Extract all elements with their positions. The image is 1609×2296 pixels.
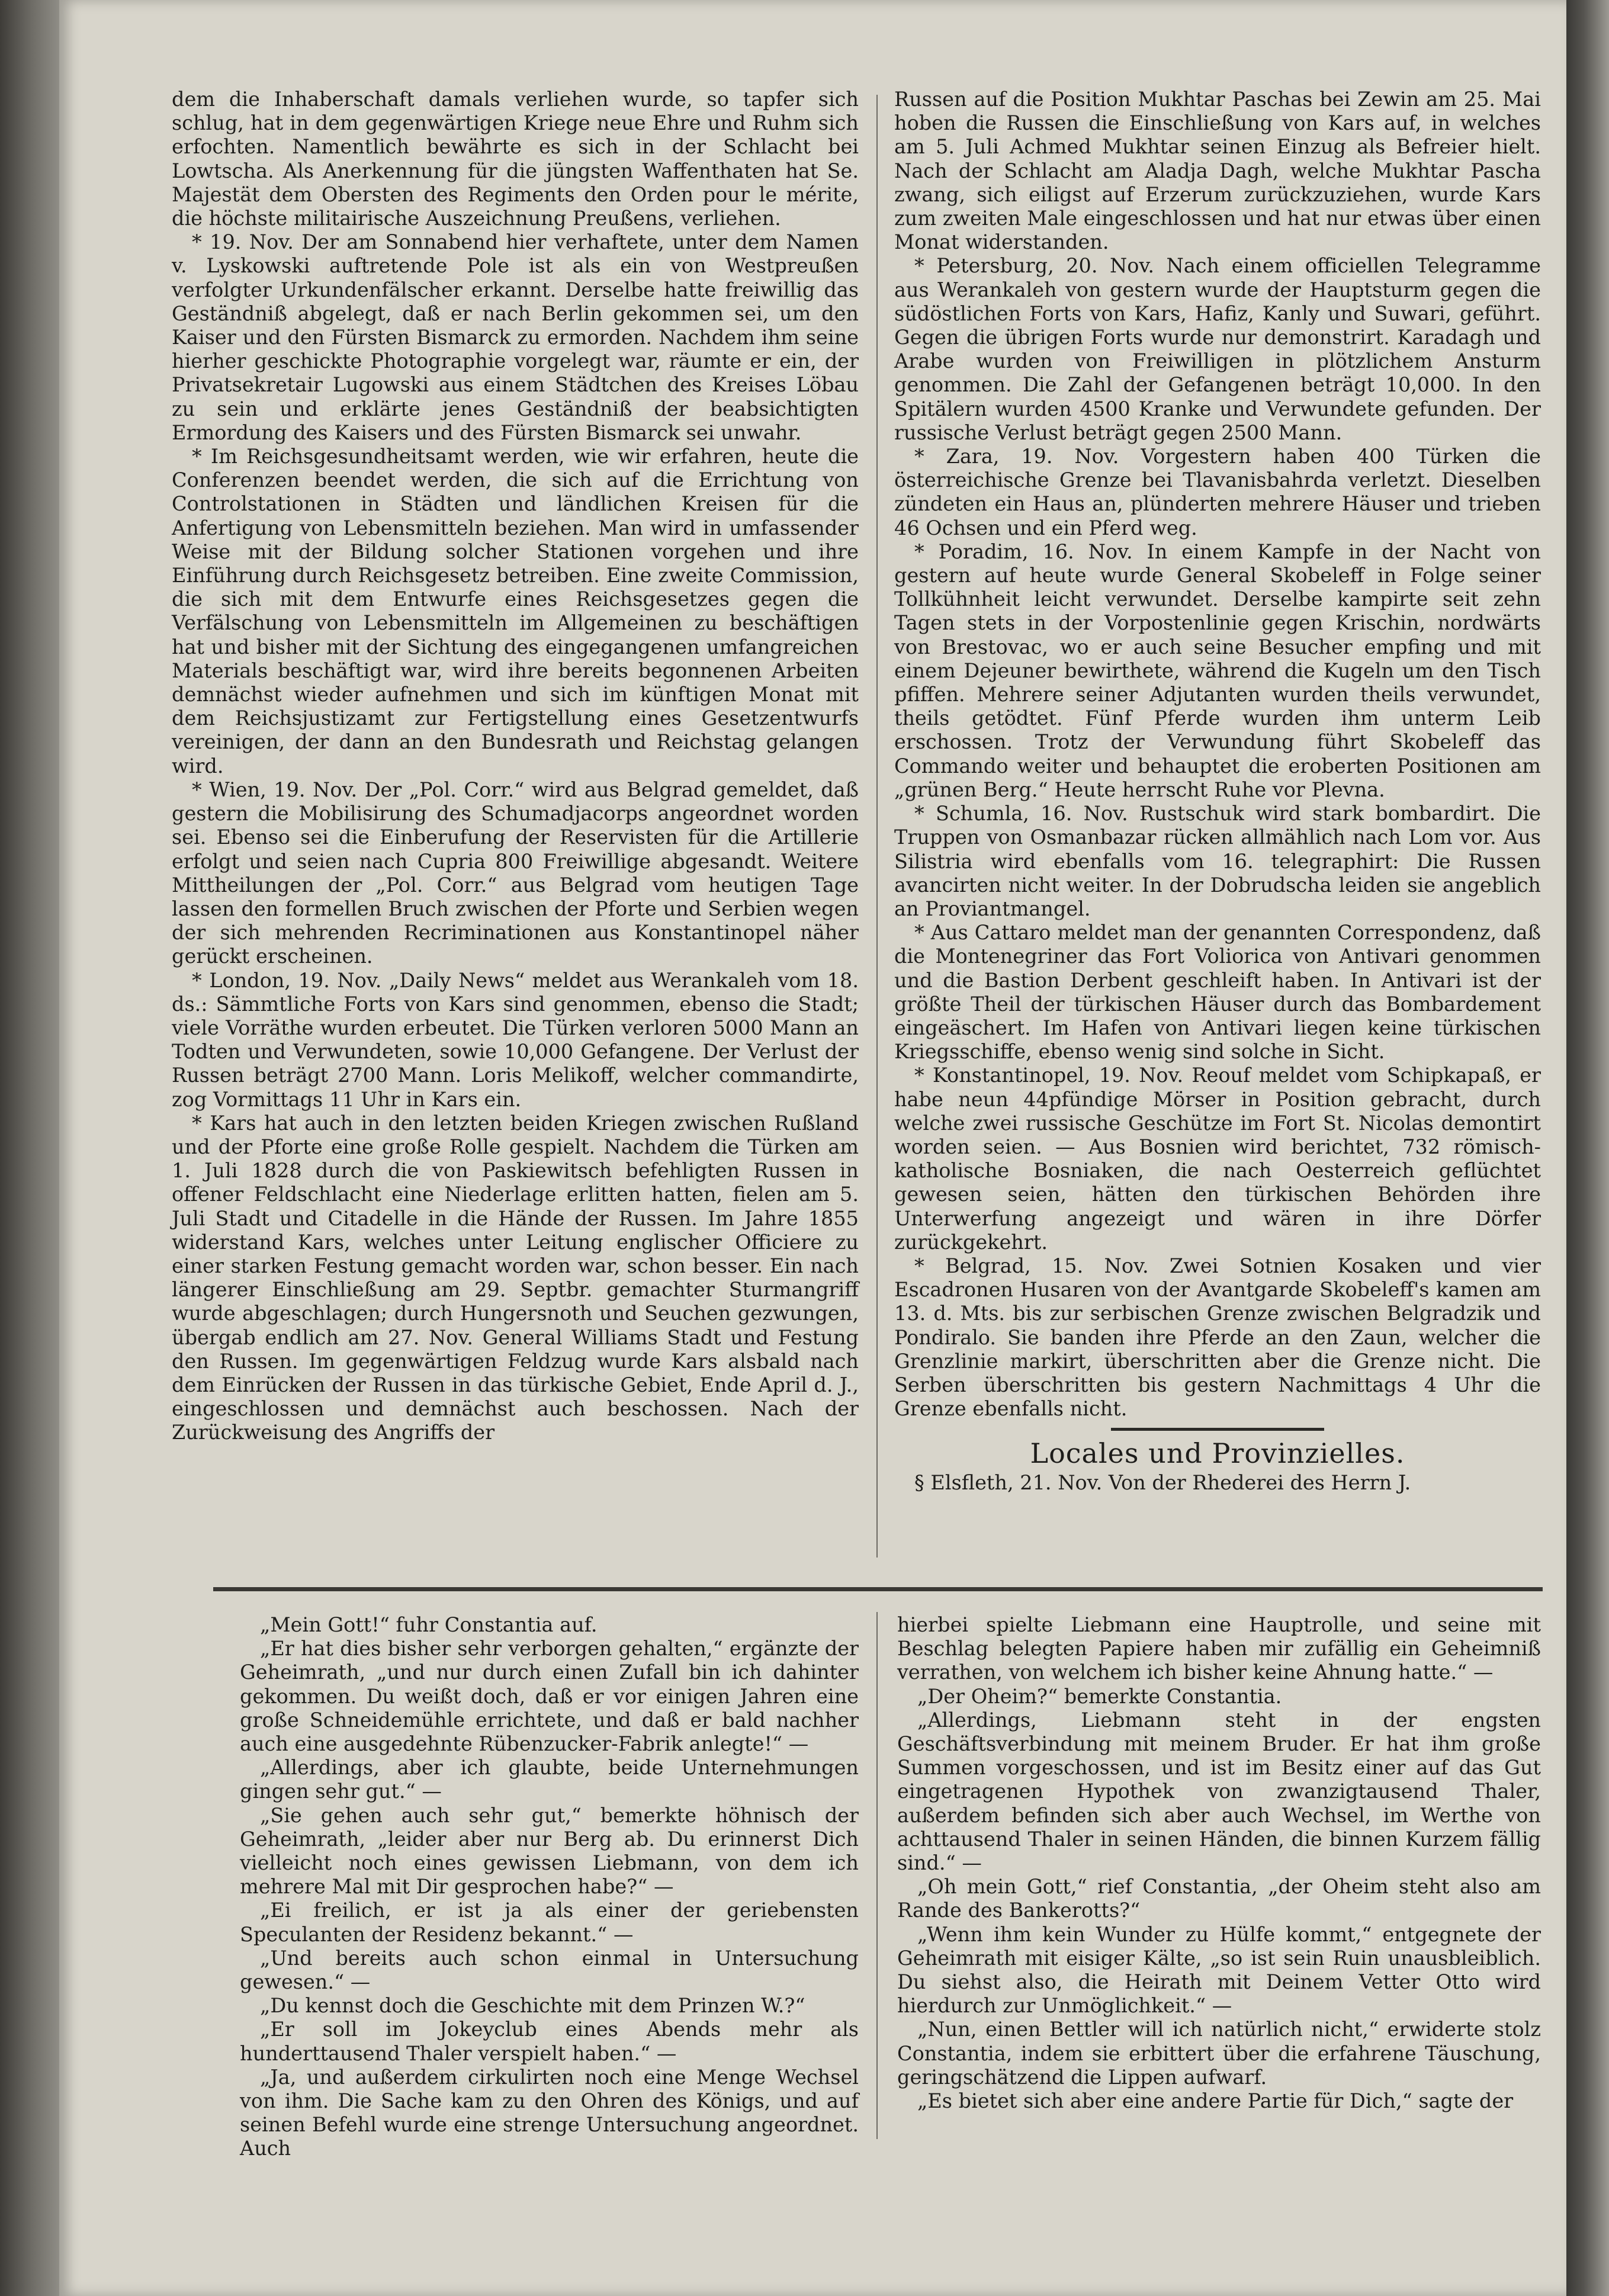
next-page-edge: [1566, 0, 1609, 2296]
article-paragraph: * London, 19. Nov. „Daily News“ meldet aus Werankaleh vom 18. ds.: Sämmtliche Forts von Kars sind genommen, ebenso die Stadt; viele Vorräthe wurden erbeutet. Die Türken verloren 5000 Mann an Todten und Verwundeten, sowie 10,000 Gefangene. Der Verlust der Russen beträgt 2700 Mann. Loris Melikoff, welcher commandirte, zog Vormittags 11 Uhr in Kars ein.: [172, 968, 859, 1111]
column-divider: [876, 95, 878, 1558]
column-lower-right: [897, 1613, 1541, 2113]
article-paragraph: * Konstantinopel, 19. Nov. Reouf meldet vom Schipkapaß, er habe neun 44pfündige Mörser in Position gebracht, durch welche zwei russische Geschütze im Fort St. Nicolas demontirt worden seien. — Aus Bosnien wird berichtet, 732 römisch-katholische Bosniaken, die nach Oesterreich geflüchtet gewesen seien, hätten den türkischen Behörden ihre Unterwerfung angezeigt und wären in ihre Dörfer zurückgekehrt.: [894, 1064, 1541, 1254]
feuilleton-separator: [213, 1587, 1543, 1591]
article-paragraph: Russen auf die Position Mukhtar Paschas bei Zewin am 25. Mai hoben die Russen die Einschließung von Kars auf, in welches am 5. Juli Achmed Mukhtar seinen Einzug als Befreier hielt. Nach der Schlacht am Aladja Dagh, welche Mukhtar Pascha zwang, sich eiligst auf Erzerum zurückzuziehen, wurde Kars zum zweiten Male eingeschlossen und hat nur etwas über einen Monat widerstanden.: [894, 88, 1541, 254]
article-paragraph: * Aus Cattaro meldet man der genannten Correspondenz, daß die Montenegriner das Fort Voliorica von Antivari genommen und die Bastion Derbent geschleift haben. In Antivari ist der größte Theil der türkischen Häuser durch das Bombardement eingeäschert. Im Hafen von Antivari liegen keine türkischen Kriegsschiffe, ebenso wenig sind solche in Sicht.: [894, 921, 1541, 1064]
article-paragraph: * Kars hat auch in den letzten beiden Kriegen zwischen Rußland und der Pforte eine große Rolle gespielt. Nachdem die Türken am 1. Juli 1828 durch die von Paskiewitsch befehligten Russen in offener Feldschlacht eine Niederlage erlitten hatten, fielen am 5. Juli Stadt und Citadelle in die Hände der Russen. Im Jahre 1855 widerstand Kars, welches unter Leitung englischer Officiere zu einer starken Festung gemacht worden war, schon besser. Ein nach längerer Einschließung am 29. Septbr. gemachter Sturmangriff wurde abgeschlagen; durch Hungersnoth und Seuchen gezwungen, übergab endlich am 27. Nov. General Williams Stadt und Festung den Russen. Im gegenwärtigen Feldzug wurde Kars alsbald nach dem Einrücken der Russen in das türkische Gebiet, Ende April d. J., eingeschlossen und demnächst auch beschossen. Nach der Zurückweisung des Angriffs der: [172, 1111, 859, 1444]
book-binding: [0, 0, 59, 2296]
story-paragraph: „Er hat dies bisher sehr verborgen gehalten,“ ergänzte der Geheimrath, „und nur durch einen Zufall bin ich dahinter gekommen. Du weißt doch, daß er vor einigen Jahren eine große Schneidemühle errichtete, und daß er bald nachher auch eine ausgedehnte Rübenzucker-Fabrik anlegte!“ —: [240, 1637, 859, 1756]
article-paragraph: * Im Reichsgesundheitsamt werden, wie wir erfahren, heute die Conferenzen beendet werden, die sich auf die Errichtung von Controlstationen in Städten und ländlichen Kreisen für die Anfertigung von Lebensmitteln beziehen. Man wird in umfassender Weise mit der Bildung solcher Stationen vorgehen und ihre Einführung durch Reichsgesetz betreiben. Eine zweite Commission, die sich mit dem Entwurfe eines Reichsgesetzes gegen die Verfälschung von Lebensmitteln im Allgemeinen zu beschäftigen hat und bisher mit der Sichtung des eingegangenen umfangreichen Materials beschäftigt war, wird ihre bereits begonnenen Arbeiten demnächst wieder aufnehmen und sich im künftigen Monat mit dem Reichsjustizamt zur Fertigstellung eines Gesetzentwurfs vereinigen, der dann an den Bundesrath und Reichstag gelangen wird.: [172, 445, 859, 778]
article-paragraph: * Schumla, 16. Nov. Rustschuk wird stark bombardirt. Die Truppen von Osmanbazar rücken allmählich nach Lom vor. Aus Silistria wird ebenfalls vom 16. telegraphirt: Die Russen avancirten nicht weiter. In der Dobrudscha leiden sie angeblich an Proviantmangel.: [894, 802, 1541, 920]
story-paragraph: „Wenn ihm kein Wunder zu Hülfe kommt,“ entgegnete der Geheimrath mit eisiger Kälte, „so ist sein Ruin unausbleiblich. Du siehst also, die Heirath mit Deinem Vetter Otto wird hierdurch zur Unmöglichkeit.“ —: [897, 1922, 1541, 2018]
column-divider-lower: [876, 1612, 878, 2139]
local-news-paragraph: § Elsfleth, 21. Nov. Von der Rhederei des Herrn J.: [914, 1471, 1411, 1495]
article-paragraph: * Wien, 19. Nov. Der „Pol. Corr.“ wird aus Belgrad gemeldet, daß gestern die Mobilisirung des Schumadjacorps angeordnet worden sei. Ebenso sei die Einberufung der Reservisten für die Artillerie erfolgt und seien nach Cupria 800 Freiwillige abgesandt. Weitere Mittheilungen der „Pol. Corr.“ aus Belgrad vom heutigen Tage lassen den formellen Bruch zwischen der Pforte und Serbien wegen der sich mehrenden Recriminationen aus Konstantinopel näher gerückt erscheinen.: [172, 778, 859, 968]
story-paragraph: „Du kennst doch die Geschichte mit dem Prinzen W.?“: [260, 1994, 805, 2018]
column-upper-right: [894, 88, 1541, 1495]
column-upper-left: [172, 88, 859, 1445]
story-paragraph: „Allerdings, Liebmann steht in der engsten Geschäftsverbindung mit meinem Bruder. Er hat ihm große Summen vorgeschossen, und ist im Besitz einer auf das Gut eingetragenen Hypothek von zwanzigtausend Thaler, außerdem befinden sich aber auch Wechsel, im Werthe von achttausend Thaler in seinen Händen, die binnen Kurzem fällig sind.“ —: [897, 1708, 1541, 1875]
story-paragraph: „Und bereits auch schon einmal in Untersuchung gewesen.“ —: [240, 1946, 859, 1994]
article-paragraph: * Zara, 19. Nov. Vorgestern haben 400 Türken die österreichische Grenze bei Tlavanisbahrda verletzt. Dieselben zündeten ein Haus an, plünderten mehrere Häuser und trieben 46 Ochsen und ein Pferd weg.: [894, 445, 1541, 540]
article-paragraph: * 19. Nov. Der am Sonnabend hier verhaftete, unter dem Namen v. Lyskowski auftretende Pole ist als ein von Westpreußen verfolgter Urkundenfälscher erkannt. Derselbe hatte freiwillig das Geständniß abgelegt, daß er nach Berlin gekommen sei, um den Kaiser und den Fürsten Bismarck zu ermorden. Nachdem ihm seine hierher geschickte Photographie vorgelegt war, räumte er ein, der Privatsekretair Lugowski aus einem Städtchen des Kreises Löbau zu sein und erklärte jenes Geständniß der beabsichtigten Ermordung des Kaisers und des Fürsten Bismarck sei unwahr.: [172, 230, 859, 444]
story-paragraph: „Er soll im Jokeyclub eines Abends mehr als hunderttausend Thaler verspielt haben.“ —: [240, 2018, 859, 2065]
story-paragraph: „Der Oheim?“ bemerkte Constantia.: [917, 1684, 1282, 1708]
heading-rule: [1111, 1428, 1324, 1431]
story-paragraph: „Oh mein Gott,“ rief Constantia, „der Oheim steht also am Rande des Bankerotts?“: [897, 1875, 1541, 1922]
story-paragraph: „Ei freilich, er ist ja als einer der geriebensten Speculanten der Residenz bekannt.“ —: [240, 1899, 859, 1946]
story-paragraph: „Allerdings, aber ich glaubte, beide Unternehmungen gingen sehr gut.“ —: [240, 1756, 859, 1803]
story-paragraph: hierbei spielte Liebmann eine Hauptrolle, und seine mit Beschlag belegten Papiere haben mir zufällig ein Geheimniß verrathen, von welchem ich bisher keine Ahnung hatte.“ —: [897, 1613, 1541, 1684]
story-paragraph: „Nun, einen Bettler will ich natürlich nicht,“ erwiderte stolz Constantia, indem sie erbittert über die erfahrene Täuschung, geringschätzend die Lippen aufwarf.: [897, 2018, 1541, 2089]
story-paragraph: „Sie gehen auch sehr gut,“ bemerkte höhnisch der Geheimrath, „leider aber nur Berg ab. Du erinnerst Dich vielleicht noch eines gewissen Liebmann, von dem ich mehrere Mal mit Dir gesprochen habe?“ —: [240, 1803, 859, 1899]
article-paragraph: * Petersburg, 20. Nov. Nach einem officiellen Telegramme aus Werankaleh von gestern wurde der Hauptsturm gegen die südöstlichen Forts von Kars, Hafiz, Kanly und Suwari, geführt. Gegen die übrigen Forts wurde nur demonstrirt. Karadagh und Arabe wurden von Freiwilligen in plötzlichem Ansturm genommen. Die Zahl der Gefangenen beträgt 10,000. In den Spitälern wurden 4500 Kranke und Verwundete gefunden. Der russische Verlust beträgt gegen 2500 Mann.: [894, 254, 1541, 444]
story-paragraph: „Mein Gott!“ fuhr Constantia auf.: [260, 1613, 598, 1636]
story-paragraph: „Ja, und außerdem cirkulirten noch eine Menge Wechsel von ihm. Die Sache kam zu den Ohren des Königs, und auf seinen Befehl wurde eine strenge Untersuchung angeordnet. Auch: [240, 2065, 859, 2160]
article-paragraph: dem die Inhaberschaft damals verliehen wurde, so tapfer sich schlug, hat in dem gegenwärtigen Kriege neue Ehre und Ruhm sich erfochten. Namentlich bewährte es sich in der Schlacht bei Lowtscha. Als Anerkennung für die jüngsten Waffenthaten hat Se. Majestät dem Obersten des Regiments den Orden pour le mérite, die höchste militairische Auszeichnung Preußens, verliehen.: [172, 88, 859, 230]
column-lower-left: [240, 1613, 859, 2161]
article-paragraph: * Poradim, 16. Nov. In einem Kampfe in der Nacht von gestern auf heute wurde General Skobeleff in Folge seiner Tollkühnheit leicht verwundet. Derselbe kampirte seit zehn Tagen stets in der Vorpostenlinie gegen Krischin, nordwärts von Brestovac, wo er auch seine Besucher empfing und mit einem Dejeuner bewirthete, während die Kugeln um den Tisch pfiffen. Mehrere seiner Adjutanten wurden theils verwundet, theils getödtet. Fünf Pferde wurden ihm unterm Leib erschossen. Trotz der Verwundung führt Skobeleff das Commando weiter und behauptet die eroberten Positionen am „grünen Berg.“ Heute herrscht Ruhe vor Plevna.: [894, 540, 1541, 801]
section-heading: Locales und Provinzielles.: [1030, 1437, 1405, 1470]
article-paragraph: * Belgrad, 15. Nov. Zwei Sotnien Kosaken und vier Escadronen Husaren von der Avantgarde Skobeleff's kamen am 13. d. Mts. bis zur serbischen Grenze zwischen Belgradzik und Pondiralo. Sie banden ihre Pferde an den Zaun, welcher die Grenzlinie markirt, überschritten aber die Grenze nicht. Die Serben überschritten bis gestern Nachmittags 4 Uhr die Grenze ebenfalls nicht.: [894, 1254, 1541, 1421]
story-paragraph: „Es bietet sich aber eine andere Partie für Dich,“ sagte der: [917, 2089, 1514, 2113]
